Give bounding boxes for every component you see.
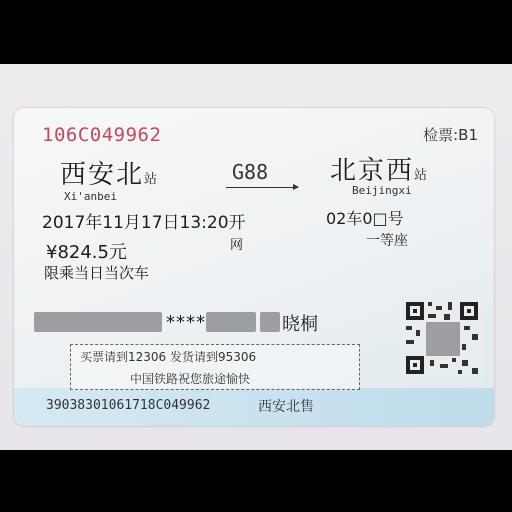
train-ticket [14, 108, 494, 426]
arrival-pinyin: Beijingxi [352, 184, 412, 197]
validity-note: 限乘当日当次车 [44, 264, 150, 282]
arrival-station-name: 北京西 [330, 156, 415, 186]
barcode-number: 39038301061718C049962 [46, 398, 211, 413]
ticket-price: ¥824.5元 [46, 242, 127, 263]
train-number: G88 [232, 160, 269, 184]
departure-pinyin: Xi'anbei [64, 190, 117, 203]
departure-datetime: 2017年11月17日13:20开 [42, 213, 246, 233]
ticket-serial: 106C049962 [42, 124, 162, 146]
departure-station [60, 154, 157, 191]
qr-code-icon [402, 298, 482, 378]
departure-station-suffix: 站 [144, 172, 158, 187]
departure-station-name: 西安北 [60, 160, 145, 190]
id-mask: **** [166, 312, 206, 333]
redacted-surname [260, 312, 280, 332]
seat-class: 一等座 [366, 233, 408, 249]
purchase-channel: 网 [230, 238, 244, 253]
arrival-station [330, 150, 427, 187]
redacted-id-number [34, 312, 162, 332]
passenger-name: 晓桐 [282, 314, 318, 335]
notice-line-1: 买票请到12306 发货请到95306 [80, 350, 257, 364]
issuing-station: 西安北售 [258, 399, 314, 415]
redacted-id-tail [206, 312, 256, 332]
direction-arrow-icon [226, 187, 298, 188]
check-gate: 检票:B1 [423, 126, 478, 144]
notice-line-2: 中国铁路祝您旅途愉快 [130, 372, 251, 386]
coach-seat: 02车0□号 [326, 209, 404, 228]
arrival-station-suffix: 站 [414, 168, 428, 183]
